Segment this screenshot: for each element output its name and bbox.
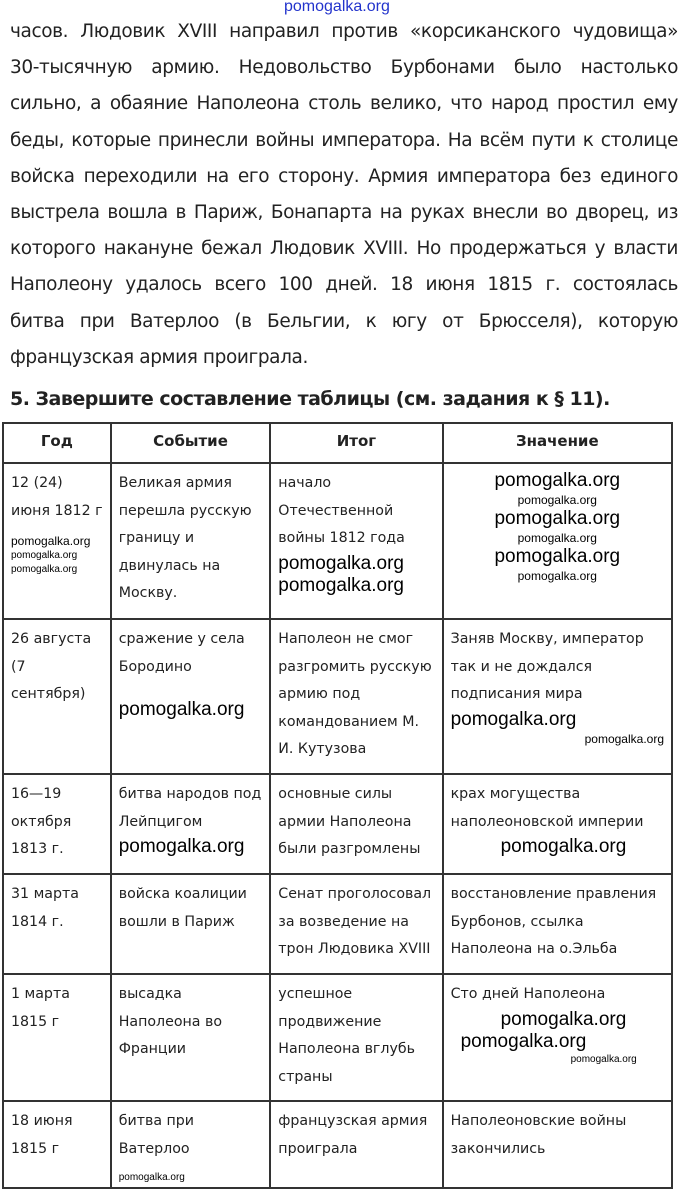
table-row [3,774,672,874]
cell-event [111,463,271,619]
table-row [3,463,672,619]
paragraph-line: войска переходили на его сторону. Армия императора без единого [10,165,678,187]
watermark: pomogalka.org [450,708,577,730]
cell-result-text: Сенат проголосовал за возведение на трон Людовика XVIII [278,886,432,958]
cell-year [3,874,111,974]
cell-event-text: битва при Ватерлоо [118,1113,195,1157]
cell-result [270,463,442,619]
task-heading: 5. Завершите составление таблицы (см. задания к § 11). [10,388,610,410]
header-event: Событие [111,423,271,463]
cell-year-text: 16—19 октября 1813 г. [11,786,72,858]
watermark: pomogalka.org [584,731,664,746]
cell-event [111,774,271,874]
cell-result-text: успешное продвижение Наполеона вглубь страны [278,986,415,1085]
watermark: pomogalka.org [11,534,91,549]
cell-significance [443,1101,672,1188]
cell-significance-text: Заняв Москву, император так и не дождался подписания мира [450,631,644,703]
table-row [3,1101,672,1188]
watermark: pomogalka.org [500,1008,627,1030]
cell-year [3,619,111,774]
watermark: pomogalka.org [11,550,78,562]
watermark: pomogalka.org [11,564,78,576]
cell-result-text: Наполеон не смог разгромить русскую армию под командованием М. И. Кутузова [278,631,432,758]
cell-event-text: сражение у села Бородино [118,631,245,675]
paragraph-line: беды, которые принесли войны императора. На всём пути к столице [10,129,678,151]
paragraph-line: французская армия проиграла. [10,346,308,368]
watermark: pomogalka.org [494,508,621,529]
watermark: pomogalka.org [278,552,404,574]
cell-event [111,619,271,774]
cell-year-text: 31 марта 1814 г. [11,886,79,930]
watermark: pomogalka.org [278,574,404,596]
header-result: Итог [270,423,442,463]
paragraph-line: выстрела вошла в Париж, Бонапарта на руках внесли во дворец, из [10,202,678,224]
paragraph-line: которого накануне бежал Людовик XVIII. Но продержаться у власти [10,238,678,260]
cell-year-text: 18 июня 1815 г [11,1113,73,1157]
watermark: pomogalka.org [500,836,627,858]
cell-year-text: 26 августа (7 сентября) [11,631,92,703]
cell-year-text: 12 (24) июня 1812 г [11,475,103,519]
watermark: pomogalka.org [284,0,390,15]
watermark: pomogalka.org [118,1172,185,1184]
paragraph [10,14,678,376]
paragraph-line: сильно, а обаяние Наполеона столь велико, что народ простил ему [10,93,678,115]
cell-event [111,1101,271,1188]
cell-year-text: 1 марта 1815 г [11,986,70,1030]
watermark: pomogalka.org [460,1030,587,1052]
table-row [3,619,672,774]
cell-significance [443,774,672,874]
cell-year [3,463,111,619]
table-row [3,974,672,1101]
header-significance: Значение [443,423,672,463]
cell-significance [443,619,672,774]
paragraph-line: битва при Ватерлоо (в Бельгии, к югу от Брюсселя), которую [10,310,678,332]
header-year: Год [3,423,111,463]
table-header-row [3,423,672,463]
watermark: pomogalka.org [517,569,597,583]
watermark: pomogalka.org [494,546,621,567]
cell-event [111,974,271,1101]
paragraph-line: 30-тысячную армию. Недовольство Бурбонами было настолько [10,57,678,79]
paragraph-line: часов. Людовик XVIII направил против «корсиканского чудовища» [10,21,678,42]
cell-result [270,619,442,774]
cell-significance [443,974,672,1101]
cell-result [270,874,442,974]
cell-result [270,1101,442,1188]
cell-significance [443,463,672,619]
cell-year [3,1101,111,1188]
cell-year [3,974,111,1101]
cell-significance-text: восстановление правления Бурбонов, ссылка Наполеона на о.Эльба [450,886,657,958]
cell-significance-text: Сто дней Наполеона [450,986,606,1002]
watermark: pomogalka.org [517,531,597,545]
table-row [3,874,672,974]
watermark: pomogalka.org [118,699,245,721]
cell-significance-text: Наполеоновские войны закончились [450,1113,627,1157]
cell-result-text: основные силы армии Наполеона были разгромлены [278,786,421,858]
cell-result [270,774,442,874]
cell-significance-text: крах могущества наполеоновской империи [450,786,644,830]
watermark: pomogalka.org [118,836,245,858]
cell-event-text: Великая армия перешла русскую границу и двинулась на Москву. [118,475,252,602]
cell-event-text: войска коалиции вошли в Париж [118,886,247,930]
cell-event [111,874,271,974]
cell-result-text: французская армия проиграла [278,1113,428,1157]
history-table [2,422,673,1189]
cell-result-text: начало Отечественной войны 1812 года [278,475,405,547]
paragraph-line: Наполеону удалось всего 100 дней. 18 июня 1815 г. состоялась [10,274,678,296]
watermark: pomogalka.org [570,1053,637,1065]
cell-significance [443,874,672,974]
cell-event-text: битва народов под Лейпцигом [118,786,262,830]
watermark: pomogalka.org [517,493,597,507]
cell-year [3,774,111,874]
watermark: pomogalka.org [494,470,621,491]
cell-result [270,974,442,1101]
cell-event-text: высадка Наполеона во Франции [118,986,223,1058]
